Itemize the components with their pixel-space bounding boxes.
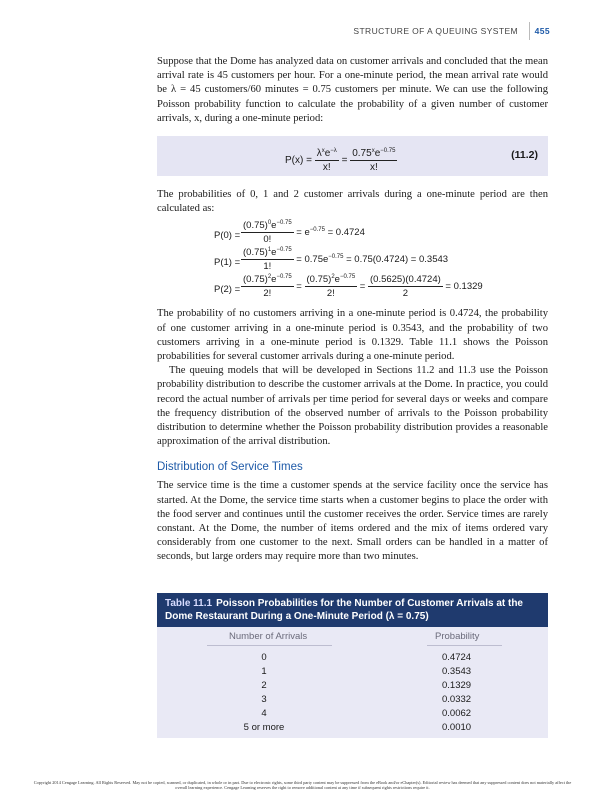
cell-probability: 0.4724 [442,652,472,663]
formula-fraction-general [315,148,339,173]
cell-probability: 0.0332 [442,694,472,705]
calc-denominator: 2! [263,288,272,300]
calc-lhs: P(2) = [214,284,241,296]
table-11-1 [157,593,548,740]
cell-arrivals: 3 [261,694,267,705]
calc-fraction [305,274,358,299]
calc-sup: −0.75 [276,274,292,281]
calc-term: e [271,247,277,259]
col-rule [207,645,332,646]
service-paragraph: The service time is the time a customer spends at the service facility once the service has started. At the Dome, the service time starts when a customer begins to place the order with the food server and continues until the customer receives the order. Service times are rarely constant. At the Dome, the number of items ordered and the mix of items ordered vary considerably from one customer to the next. Small orders can be handled in a matter of seconds, but large orders may require more than two minutes. [157,480,548,563]
calc-p0 [157,220,548,247]
formula-sup: −λ [330,148,337,155]
formula-sup: x [321,148,325,155]
table-row [157,694,548,706]
running-title: STRUCTURE OF A QUEUING SYSTEM [353,26,518,36]
cell-arrivals: 4 [261,708,267,719]
cell-arrivals: 0 [261,652,267,663]
formula-e: e [324,148,331,160]
poisson-formula [285,148,397,173]
calc-rhs [241,247,448,272]
calc-sup: −0.75 [328,254,344,261]
header-divider [529,22,530,40]
col-header-probability: Probability [435,631,480,642]
cell-probability: 0.1329 [442,680,472,691]
table-row [157,680,548,692]
calc-result: = 0.1329 [445,281,483,293]
table-title: Poisson Probabilities for the Number of Customer Arrivals at the Dome Restaurant During a One-Minute Period (λ = 0.75) [165,598,523,622]
calc-equals: = [359,281,366,293]
calc-fraction [241,274,294,299]
models-paragraph: The queuing models that will be developed in Sections 11.2 and 11.3 use the Poisson probability distribution to describe the customer arrivals at the Dome. In practice, you could record the actual number of arrivals per time period for several days or weeks and compare the frequency distribution of the observed number of arrivals to the Poisson probability distribution to determine whether the Poisson probability distribution provides a reasonable approximation of the arrival distribution. [157,365,548,448]
table-caption [157,593,548,627]
calc-sup: −0.75 [309,227,325,234]
copyright-footer: Copyright 2014 Cengage Learning. All Rights Reserved. May not be copied, scanned, or duplicated, in whole or in part. Due to electronic rights, some third party content may be suppressed from the eBook and/or eChapter(s). Editorial review has deemed that any suppressed content does not materially affect the overall learning experience. Cengage Learning reserves the right to remove additional content at any time if subsequent rights restrictions require it. [33,780,572,791]
formula-e: e [374,148,381,160]
col-rule [427,645,502,646]
formula-denominator: x! [369,162,378,174]
calc-denominator: 2! [326,288,335,300]
calc-numerator: (0.5625)(0.4724) [370,274,441,286]
page-content [157,55,548,565]
calc-term: e [334,274,340,286]
calc-denominator: 0! [263,234,272,246]
calc-p1 [157,247,548,274]
calc-term: (0.75) [306,274,332,286]
calc-lhs: P(1) = [214,257,241,269]
calc-sup: 0 [267,220,272,227]
table-row [157,652,548,664]
calc-term: = 0.75e [296,254,329,266]
formula-equals: = [341,155,348,167]
calc-denominator: 2 [402,288,409,300]
calc-sup: 1 [267,247,272,254]
table-number: Table 11.1 [165,598,213,609]
calc-fraction [241,220,294,245]
calc-lhs: P(0) = [214,230,241,242]
calc-fraction [368,274,443,299]
table-row [157,708,548,720]
formula-sup: x [371,148,375,155]
formula-rate: 0.75 [352,148,372,160]
calc-sup: −0.75 [276,220,292,227]
calc-p2 [157,274,548,301]
col-header-arrivals: Number of Arrivals [229,631,308,642]
calc-result [296,227,365,238]
formula-lambda: λ [316,148,322,160]
running-head [0,20,600,40]
intro-paragraph: Suppose that the Dome has analyzed data on customer arrivals and concluded that the mean arrival rate is 45 customers per hour. For a one-minute period, the mean arrival rate would be λ = 45 customers/60 minutes = 0.75 customers per minute. We can use the following Poisson probability function to calculate the probability of a given number of customer arrivals, x, during a one-minute period: [157,56,548,124]
calc-term: (0.75) [243,274,268,286]
formula-lhs: P(x) = [285,155,312,167]
cell-arrivals: 5 or more [243,722,285,733]
calc-term: = 0.4724 [327,227,365,239]
table-row [157,666,548,678]
calc-sup: −0.75 [276,247,292,254]
equation-number: (11.2) [511,149,538,162]
formula-sup: −0.75 [380,148,396,155]
calc-term: = e [296,227,310,239]
calc-term: e [271,274,277,286]
formula-fraction-specific [350,148,397,173]
calc-term: (0.75) [243,247,268,259]
calc-term: (0.75) [243,220,268,232]
calc-term: e [271,220,277,232]
calc-intro: The probabilities of 0, 1 and 2 customer arrivals during a one-minute period are then calculated as: [157,189,548,215]
page-number: 455 [534,26,550,36]
table-body [157,627,548,738]
calc-fraction [241,247,294,272]
calc-term: = 0.75(0.4724) = 0.3543 [346,254,449,266]
calc-result [296,254,448,265]
cell-arrivals: 2 [261,680,267,691]
calc-sup: 2 [331,274,335,281]
calc-rhs [241,220,365,245]
cell-probability: 0.0062 [442,708,472,719]
probability-calculations [157,220,548,301]
formula-denominator: x! [322,162,331,174]
results-paragraph: The probability of no customers arriving in a one-minute period is 0.4724, the probability of one customer arriving in a one-minute period is 0.3543, and the probability of two customers arriving in a one-minute period is 0.1329. Table 11.1 shows the Poisson probabilities for several customer arrivals during a one-minute period. [157,308,548,363]
calc-rhs [241,274,483,299]
cell-probability: 0.3543 [442,666,472,677]
calc-equals: = [296,281,302,293]
cell-arrivals: 1 [261,666,267,677]
formula-11-2 [157,136,548,176]
table-row [157,722,548,734]
calc-sup: 2 [267,274,272,281]
section-heading: Distribution of Service Times [157,461,303,474]
cell-probability: 0.0010 [442,722,472,733]
calc-denominator: 1! [263,261,272,273]
calc-sup: −0.75 [339,274,356,281]
